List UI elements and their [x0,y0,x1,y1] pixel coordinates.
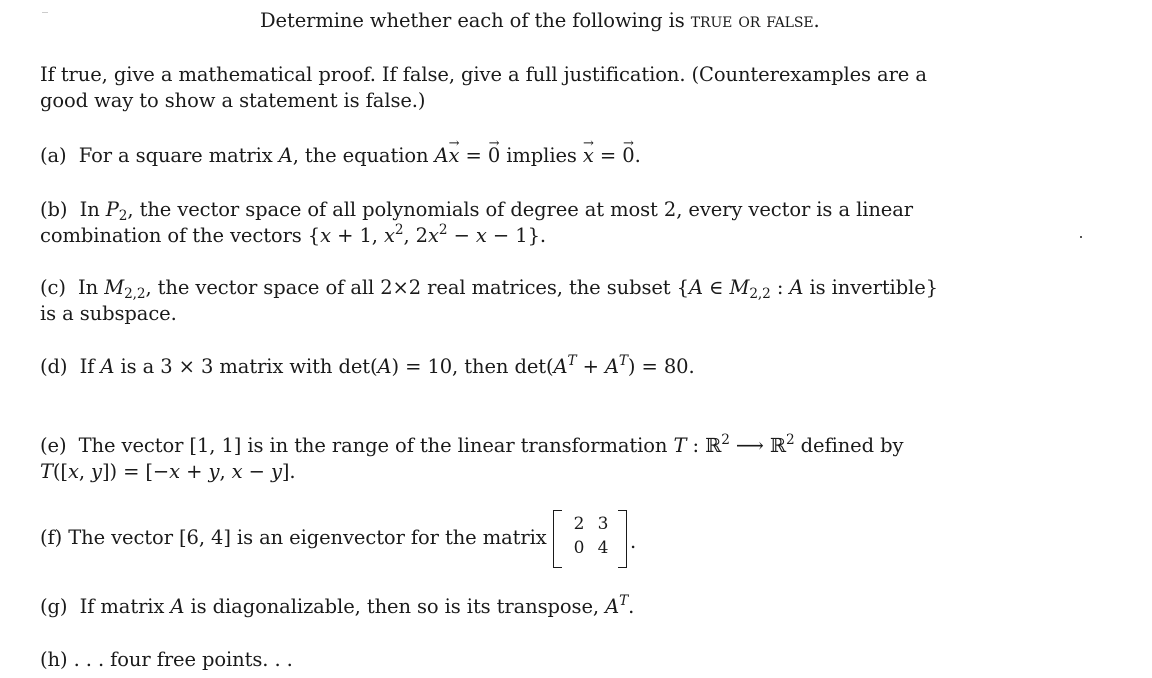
item-f-text: (f) The vector [6, 4] is an eigenvector for the matrix [40,526,547,549]
scan-mark [42,12,48,13]
item-h: (h) . . . four free points. . . [40,648,293,671]
matrix-cell: 2 [573,514,585,534]
item-e-line-2: T([x, y]) = [−x + y, x − y]. [40,460,296,483]
stray-mark [1080,236,1082,238]
item-b-line-2: combination of the vectors {x + 1, $x^2$, $2x^2 - x - 1$}. [40,222,546,247]
item-d: (d) If A is a 3 × 3 matrix with det(A) = 10, then $\det(A^T + A^T) = 80$. [40,353,695,378]
matrix-cell: 4 [597,538,609,558]
matrix-f [553,510,627,566]
item-a: (a) For a square matrix A, the equation A→ x = → 0 implies → x = → 0. [40,143,641,169]
matrix-cell: 0 [573,538,585,558]
matrix-cell: 3 [597,514,609,534]
left-bracket [553,510,562,568]
instruction-title: Determine whether each of the following is true or false. [260,9,820,32]
item-f-period: . [630,530,637,553]
item-c-line-1: (c) In $M_{2,2}$, the vector space of all 2×2 real matrices, the subset {A ∈ $M_{2,2}$ : A is invertible} [40,276,938,302]
intro-line-2: good way to show a statement is false.) [40,89,426,112]
intro-line-1: If true, give a mathematical proof. If false, give a full justification. (Counterexamples are a [40,63,927,86]
item-b-line-1: (b) In $P_2$, the vector space of all polynomials of degree at most 2, every vector is a linear [40,198,913,224]
item-c-line-2: is a subspace. [40,302,177,325]
right-bracket [618,510,627,568]
item-e-line-1: (e) The vector [1, 1] is in the range of the linear transformation T : ℝ$^2$ ⟶ ℝ$^2$ defined by [40,432,904,457]
item-g: (g) If matrix A is diagonalizable, then so is its transpose, $A^T$. [40,593,635,618]
